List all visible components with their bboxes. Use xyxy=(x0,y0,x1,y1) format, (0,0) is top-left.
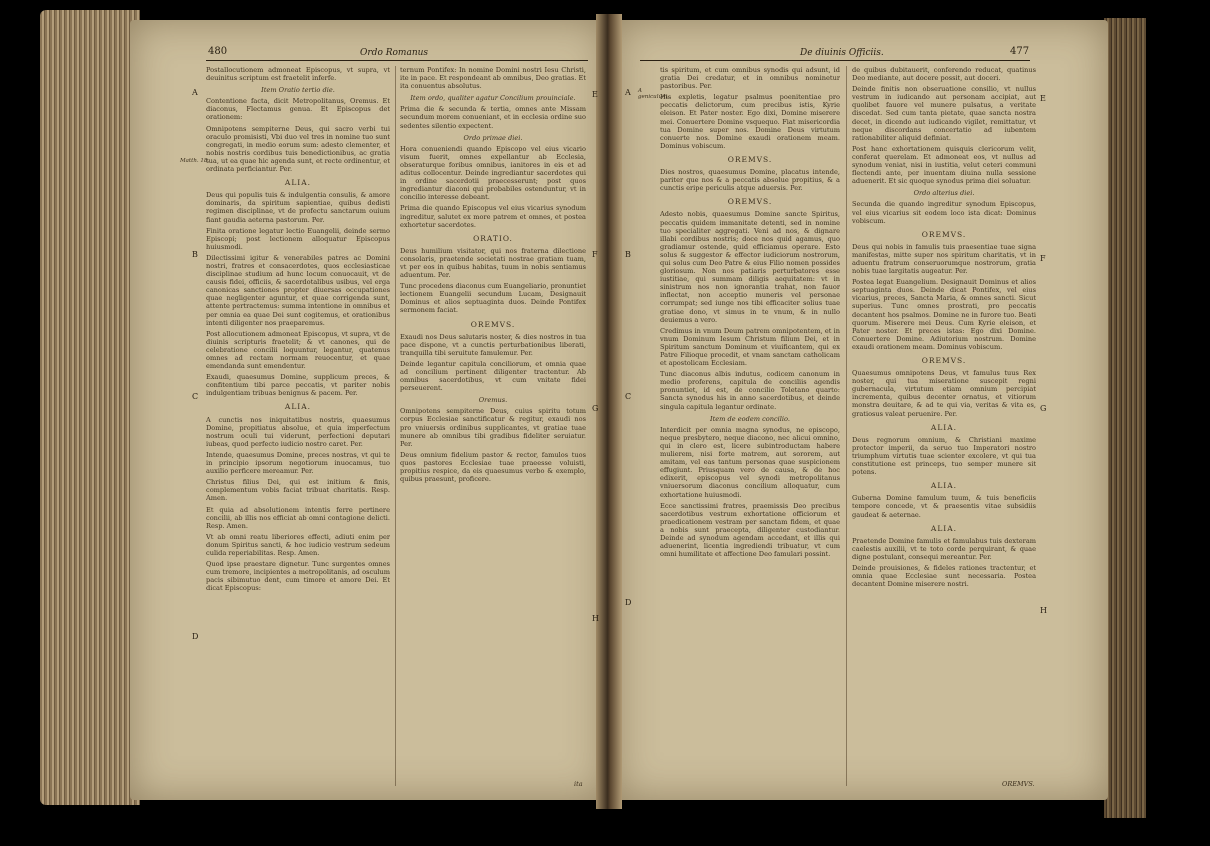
paragraph: Dies nostros, quaesumus Domine, placatus intende, pariter que nos & a peccatis absolue propitius, & a cunctis eripe periculis atque aduersis. Per. xyxy=(660,168,840,193)
left-inner-letter: G xyxy=(592,404,599,413)
right-margin-letter: A xyxy=(625,88,631,97)
paragraph: Secunda die quando ingreditur synodum Episcopus, vel eius vicarius sit eodem loco ista dicat: Dominus vobiscum. xyxy=(852,200,1036,225)
left-margin-note: Matth. 18. xyxy=(180,158,210,164)
paragraph: Guberna Domine famulum tuum, & tuis beneficiis tempore concede, vt & praesentis vitae subsidiis gaudeat & aeternae. xyxy=(852,494,1036,519)
paragraph: Et quia ad absolutionem intentis ferre pertinere concilii, ab illis nos efficiat ab omni contagione delicti. Resp. Amen. xyxy=(206,505,390,530)
section-heading: ALIA. xyxy=(930,523,958,533)
left-catchword: ita xyxy=(574,780,583,788)
paragraph: A cunctis nos iniquitatibus nostris, quaesumus Domine, propitiatus absolue, et quia imperfectum nostrum oculi tui viderunt, perfectioni deputari iubeas, quod perfecto iudicio nostro caret. Per. xyxy=(206,415,390,448)
paragraph: His expletis, legatur psalmus poenitentiae pro peccatis delictorum, cum precibus istis, Kyrie eleison. Et Pater noster. Ego dixi, Domine miserere mei. Conuertere Domine vsquequo. Fiat misericordia tua Domine super nos. Domine Deus virtutum conuerte nos. Domine exaudi orationem meam. Dominus vobiscum. xyxy=(660,93,840,150)
left-margin-letter: D xyxy=(192,632,199,641)
section-heading: OREMVS. xyxy=(470,319,516,329)
section-subheading: Item ordo, qualiter agatur Concilium prouinciale. xyxy=(410,94,576,103)
left-inner-letter: F xyxy=(592,250,598,259)
right-page-number: 477 xyxy=(1010,46,1030,57)
section-subheading: Oremus. xyxy=(478,396,508,405)
right-inner-letter: G xyxy=(1040,404,1047,413)
paragraph: Hora conueniendi quando Episcopo vel eius vicario visum fuerit, omnes expellantur ab Ecclesia, obseraturque foribus omnibus, ianitores in eis et ad aditus collocentur. Deinde ingrediantur sacerdotes qui in ordine sacerdotii praecesserunt; post quos ingrediantur diaconi qui probabiles ostenduntur, vt in concilio interesse debeant. xyxy=(400,144,586,202)
section-subheading: Item de eodem concilio. xyxy=(710,414,790,423)
section-heading: OREMVS. xyxy=(921,356,967,365)
left-page-number: 480 xyxy=(208,46,228,57)
right-column-1 xyxy=(660,66,840,791)
left-column-1 xyxy=(206,66,390,791)
paragraph: Deus omnium fidelium pastor & rector, famulos tuos quos pastores Ecclesiae tuae praeesse voluisti, propitius respice, da eis quaesumus verbo & exemplo, quibus praesunt, proficere. xyxy=(400,450,586,484)
paragraph: Intende, quaesumus Domine, preces nostras, vt qui te in principio ipsorum negotiorum inuocamus, tuo auxilio perficere mereamur. Per. xyxy=(206,450,390,476)
page-edges-right xyxy=(1104,18,1146,818)
right-column-2 xyxy=(852,66,1036,791)
right-margin-letter: D xyxy=(625,598,632,607)
paragraph: Contentione facta, dicit Metropolitanus, Oremus. Et diaconus, Flectamus genua. Et Episcopus det orationem: xyxy=(206,97,390,122)
left-inner-letter: H xyxy=(592,614,599,623)
right-header-rule xyxy=(640,60,1030,61)
section-heading: ORATIO. xyxy=(473,233,513,243)
right-catchword: OREMVS. xyxy=(1002,780,1035,788)
paragraph: Deinde finitis non obseruatione consilio, vt nullus vestrum in iudicando aut personam accipiat, aut quolibet fauore vel munere pulsatus, a veritate discedat. Sed cum tanta pietate, quae sancta nostra decet, in dicendo aut iudicando vigilet, remittatur, vt neque discordans concertatio ad iubentem rationabiliter aliquid definiat. xyxy=(852,85,1036,142)
paragraph: Deus qui nobis in famulis tuis praesentiae tuae signa manifestas, mitte super nos spiritum charitatis, vt in aduentu fratrum conseruorumque nostrorum, gratia nobis tuae largitatis augeatur. Per. xyxy=(852,242,1036,276)
paragraph: Deinde legantur capitula conciliorum, et omnia quae ad concilium pertinent diligenter tractentur. Ab omnibus sacerdotibus, vt cum vnitate fidei perseuerent. xyxy=(400,359,586,393)
left-margin-letter: B xyxy=(192,250,198,259)
paragraph: Prima die quando Episcopus vel eius vicarius synodum ingreditur, salutet ex more patrem et omnes, et postea exhortetur sacerdotes. xyxy=(400,204,586,229)
paragraph: Tunc procedens diaconus cum Euangeliario, pronuntiet lectionem Euangelii secundum Lucam, Designauit Dominus et alios septuaginta duos. Deinde Pontifex sermonem faciat. xyxy=(400,282,586,315)
section-heading: OREMVS. xyxy=(921,229,967,239)
paragraph: Prima die & secunda & tertia, omnes ante Missam secundum morem conueniant, et in ecclesia ordine suo sedentes silentio expectent. xyxy=(400,105,586,130)
section-subheading: Ordo alterius diei. xyxy=(913,189,975,198)
right-column-rule xyxy=(846,66,847,786)
paragraph: Quaesumus omnipotens Deus, vt famulus tuus Rex noster, qui tua miseratione suscepit regni gubernacula, virtutum etiam omnium percipiat incrementa, quibus decenter ornatus, et vitiorum monstra deuitare, & ad te qui via, veritas & vita es, gratiosus valeat peruenire. Per. xyxy=(852,369,1036,418)
paragraph: Postallocutionem admoneat Episcopus, vt supra, vt deuinitus scriptum est fraetelit inferfe. xyxy=(206,66,390,83)
paragraph: Deinde prouisiones, & fideles rationes tractentur, et omnia quae Ecclesiae sunt necessaria. Postea decantent Domine miserere nostri. xyxy=(852,563,1036,589)
paragraph: Postea legat Euangelium. Designauit Dominus et alios septuaginta duos. Deinde dicat Pontifex, vel eius vicarius, preces, Sancta Maria, & omnes sancti. Sicut superius. Tunc omnes prostrati, pro peccatis decantent hos psalmos. Domine ne in furore tuo. Beati quorum. Miserere mei Deus. Cum Kyrie eleison, et Pater noster. Et preces istas: Ego dixi Domine. Conuertere Domine. Adiutorium nostrum. Domine exaudi orationem meam. Dominus vobiscum. xyxy=(852,278,1036,351)
paragraph: de quibus dubitauerit, conferendo reducat, quatinus Deo mediante, aut docere possit, aut doceri. xyxy=(852,66,1036,83)
paragraph: Dilectissimi igitur & venerabiles patres ac Domini nostri, fratres et consacerdotes, quos ecclesiasticae disciplinae studium ad hunc locum conuocauit, vt de causis fidei, officiis, & sacerdotalibus usibus, vel erga canonicas sanctiones propter diuersas occupationes quae negligenter aguntur, et quae corrigenda sunt, attente pertractemus: summa intentione in omnibus et per omnia ea quae Dei sunt cogitemus, et orationibus intenti diligenter nos praeparemus. xyxy=(206,253,390,327)
right-inner-letter: F xyxy=(1040,254,1046,263)
section-heading: OREMVS. xyxy=(727,197,773,207)
section-heading: ALIA. xyxy=(284,178,312,188)
page-edges-left xyxy=(40,10,140,805)
paragraph: Post allocutionem admoneat Episcopus, vt supra, vt de diuinis scripturis fraetelit; & vt canones, qui de celebratione concilii loquuntur, legantur, quatenus omnes ad rectam normam reuocentur, et quae emendanda sunt emendentur. xyxy=(206,329,390,371)
paragraph: Deus qui populis tuis & indulgentia consulis, & amore dominaris, da spiritum sapientiae, quibus dedisti regimen disciplinae, vt de profectu sanctarum ouium fiant gaudia aeterna pastorum. Per. xyxy=(206,191,390,224)
section-heading: ALIA. xyxy=(284,402,312,412)
right-inner-letter: E xyxy=(1040,94,1046,103)
paragraph: Credimus in vnum Deum patrem omnipotentem, et in vnum Dominum Iesum Christum filium Dei, et in Spiritum sanctum Dominum et viuificantem, qui ex Patre Filioque procedit, et vnam sanctam catholicam et apostolicam Ecclesiam. xyxy=(660,326,840,368)
left-column-rule xyxy=(395,66,396,786)
right-margin-note: A geniculum. xyxy=(638,88,669,100)
left-running-head: Ordo Romanus xyxy=(360,48,429,58)
paragraph: Interdicit per omnia magna synodus, ne episcopo, neque presbytero, neque diacono, nec alicui omnino, qui in clero est, licere subintroductam habere mulierem, nisi forte matrem, aut sororem, aut amitam, vel eas tantum personas quae suspicionem effugiunt. Priusquam vero de causa, & de hoc edixerit, episcopus vel synodi metropolitanus vniuersorum diaconus concilium alloquatur, cum exhortatione huiusmodi. xyxy=(660,425,840,499)
right-running-head: De diuinis Officiis. xyxy=(800,48,884,58)
paragraph: Deus humilium visitator, qui nos fraterna dilectione consolaris, praetende societati nostrae gratiam tuam, vt per eos in quibus habitas, tuum in nobis sentiamus aduentum. Per. xyxy=(400,246,586,280)
paragraph: Tunc diaconus albis indutus, codicem canonum in medio proferens, capitula de conciliis agendis pronuntiet, id est, de concilio Toletano quarto: Sancta synodus his in anno sacerdotibus, et deinde singula capitula legantur ordinate. xyxy=(660,370,840,411)
left-inner-letter: E xyxy=(592,90,598,99)
paragraph: Exaudi, quaesumus Domine, supplicum preces, & confitentium tibi parce peccatis, vt pariter nobis indulgentiam tribuas benignus & pacem. Per. xyxy=(206,373,390,398)
paragraph: ternum Pontifex: In nomine Domini nostri Iesu Christi, ite in pace. Et respondeant ab omnibus, Deo gratias. Et ita conuentus absolutus. xyxy=(400,66,586,91)
right-margin-letter: B xyxy=(625,250,631,259)
left-column-2 xyxy=(400,66,586,766)
paragraph: Finita oratione legatur lectio Euangelii, deinde sermo Episcopi; post lectionem alloquatur Episcopus huiusmodi. xyxy=(206,226,390,251)
paragraph: Deus regnorum omnium, & Christiani maxime protector imperii, da seruo tuo Imperatori nostro triumphum virtutis tuae scienter excolere, vt qui tua constitutione est princeps, tuo semper munere sit potens. xyxy=(852,435,1036,477)
paragraph: Vt ab omni reatu liberiores effecti, adiuti enim per donum Spiritus sancti, & hoc iudicio vestrum sedeum culida reperiabilitas. Resp. Amen. xyxy=(206,532,390,557)
section-heading: OREMVS. xyxy=(727,154,773,164)
left-margin-letter: C xyxy=(192,392,199,401)
section-subheading: Item Oratio tertio die. xyxy=(261,86,335,95)
paragraph: Christus filius Dei, qui est initium & finis, complementum vobis faciat tribuat charitatis. Resp. Amen. xyxy=(206,478,390,503)
paragraph: Quod ipse praestare dignetur. Tunc surgentes omnes cum tremore, incipientes a metropolitanis, ad osculum pacis sibimutuo dent, cum timore et amore Dei. Et dicat Episcopus: xyxy=(206,560,390,593)
paragraph: tis spiritum, et cum omnibus synodis qui adsunt, id gratia Dei credatur, et in omnibus nominetur pastoribus. Per. xyxy=(660,66,840,91)
book-gutter xyxy=(596,14,622,809)
paragraph: Exaudi nos Deus salutaris noster, & dies nostros in tua pace dispone, vt a cunctis perturbationibus liberati, tranquilla tibi seruitute famulemur. Per. xyxy=(400,332,586,357)
section-heading: ALIA. xyxy=(930,422,958,432)
paragraph: Praetende Domine famulis et famulabus tuis dexteram caelestis auxilii, vt te toto corde perquirant, & quae digne postulant, consequi mereantur. Per. xyxy=(852,536,1036,561)
section-subheading: Ordo primae diei. xyxy=(463,133,523,142)
section-heading: ALIA. xyxy=(930,481,958,491)
paragraph: Omnipotens sempiterne Deus, qui sacro verbi tui oraculo promisisti, Vbi duo vel tres in nomine tuo sunt congregati, in medio eorum sum: adesto clementer, et nobis nostris cordibus tuis benedictionibus, ac gratia tua, ut ea quae hic agenda sunt, et recte ordinentur, et ordinata perficiantur. Per. xyxy=(206,124,390,174)
paragraph: Post hanc exhortationem quisquis clericorum velit, conferat querelam. Et admoneat eos, vt nullus ad synodum veniat, nisi in iustitia, velut ceteri communi flectendi ante, per inuentam diuina nulla sessione aduenerit. Et sic quoque synodus prima diei soluatur. xyxy=(852,144,1036,186)
left-header-rule xyxy=(206,60,588,61)
left-margin-letter: A xyxy=(192,88,198,97)
paragraph: Ecce sanctissimi fratres, praemissis Deo precibus sacerdotibus vestrum exhortatione officiorum et praedicationem vestram per sanctam fidem, et quae a nobis sunt praecepta, diligenter custodiantur. Deinde ad synodum agendam accedant, et illis qui aduenerint, licentia ingrediendi tribuatur, vt cum omni humilitate et affectione Deo famulari possint. xyxy=(660,501,840,559)
paragraph: Adesto nobis, quaesumus Domine sancte Spiritus, peccatis quidem immanitate detenti, sed in nomine tuo specialiter aggregati. Veni ad nos, & dignare illabi cordibus nostris; doce nos quid agamus, quo gradiamur ostende, quid efficiamus operare. Esto solus & suggestor & effector iudiciorum nostrorum, qui solus cum Deo Patre & eius Filio nomen possides gloriosum. Non nos patiaris perturbatores esse iustitiae, qui summam diligis aequitatem: vt in sinistrum nos non ignorantia trahat, non fauor inflectat, non acceptio muneris vel personae corrumpat; sed iunge nos tibi efficaciter solius tuae gratiae dono, vt simus in te vnum, & in nullo deuiemus a vero. xyxy=(660,210,840,324)
right-inner-letter: H xyxy=(1040,606,1047,615)
paragraph: Omnipotens sempiterne Deus, cuius spiritu totum corpus Ecclesiae sanctificatur & regitur, exaudi nos pro vniuersis ordinibus supplicantes, vt gratiae tuae munere ab omnibus tibi gradibus fideliter seruiatur. Per. xyxy=(400,407,586,448)
right-margin-letter: C xyxy=(625,392,632,401)
